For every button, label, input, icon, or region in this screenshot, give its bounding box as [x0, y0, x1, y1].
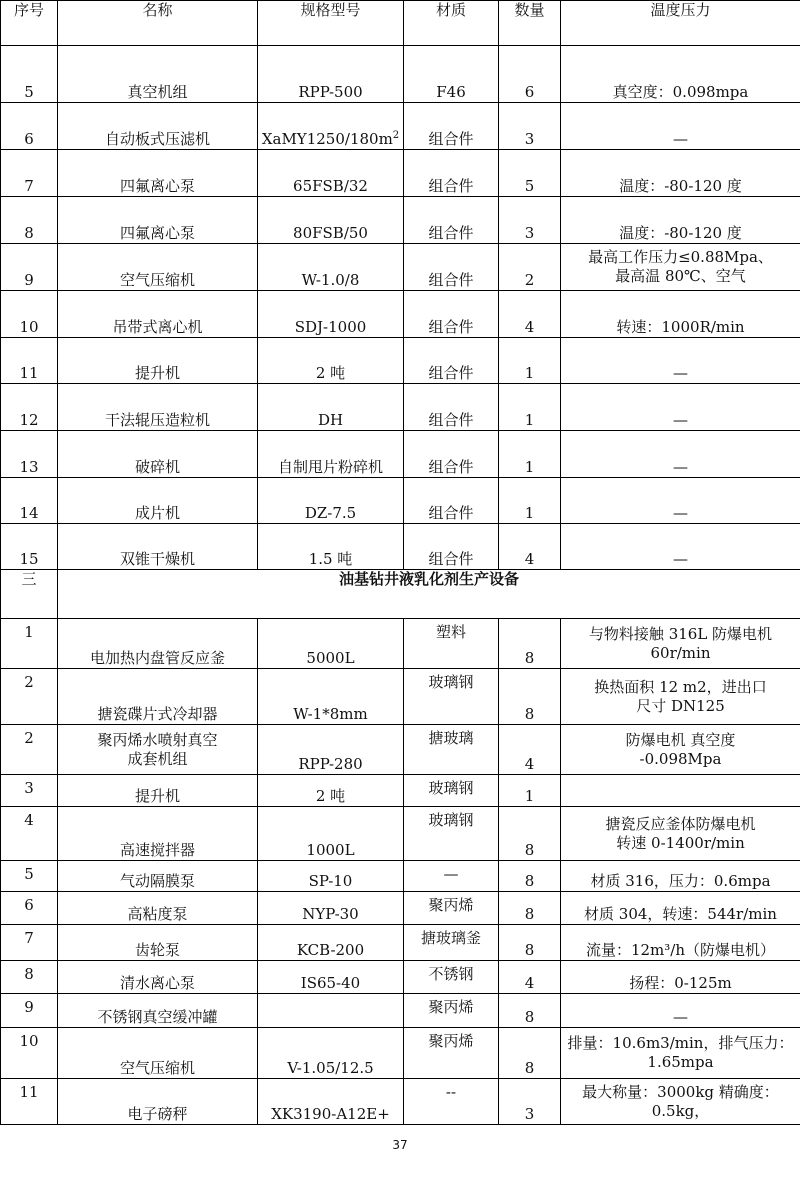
cell-qty: 1 [499, 775, 561, 807]
cell-name: 破碎机 [58, 431, 258, 478]
cell-seq: 1 [1, 619, 58, 669]
cell-seq: 9 [1, 244, 58, 291]
cell-spec: DZ-7.5 [258, 478, 404, 524]
cell-qty: 8 [499, 925, 561, 961]
cell-seq: 7 [1, 150, 58, 197]
cell-temp [561, 1079, 800, 1125]
cell-temp: 材质 304，转速：544r/min [561, 892, 800, 925]
page-number: 37 [392, 1138, 408, 1152]
cell-seq: 13 [1, 431, 58, 478]
cell-material: F46 [404, 46, 499, 103]
cell-material: 玻璃钢 [404, 775, 499, 807]
cell-material: 组合件 [404, 244, 499, 291]
cell-spec: SP-10 [258, 861, 404, 892]
cell-qty: 8 [499, 1028, 561, 1079]
temp-line-1: 与物料接触 316L 防爆电机 [588, 624, 773, 643]
cell-name: 吊带式离心机 [58, 291, 258, 338]
cell-name: 空气压缩机 [58, 1028, 258, 1079]
temp-line-2: 1.65mpa [647, 1053, 714, 1071]
cell-seq: 11 [1, 338, 58, 384]
cell-temp [561, 619, 800, 669]
cell-spec: 5000L [258, 619, 404, 669]
cell-temp: 温度：-80-120 度 [561, 197, 800, 244]
cell-material: 组合件 [404, 197, 499, 244]
cell-name: 提升机 [58, 338, 258, 384]
cell-material: 组合件 [404, 150, 499, 197]
cell-name [58, 725, 258, 775]
table-row [1, 291, 800, 338]
cell-qty: 4 [499, 725, 561, 775]
cell-qty: 4 [499, 291, 561, 338]
spec-text: XaMY1250/180m [261, 130, 393, 148]
table-row [1, 524, 800, 570]
cell-qty: 4 [499, 524, 561, 570]
cell-qty: 3 [499, 1079, 561, 1125]
cell-qty: 1 [499, 478, 561, 524]
cell-qty: 3 [499, 197, 561, 244]
cell-name: 电加热内盘管反应釜 [58, 619, 258, 669]
cell-name: 四氟离心泵 [58, 197, 258, 244]
cell-material: 聚丙烯 [404, 892, 499, 925]
cell-spec: W-1.0/8 [258, 244, 404, 291]
cell-seq: 10 [1, 291, 58, 338]
cell-temp: — [561, 994, 800, 1028]
header-row [1, 1, 800, 46]
cell-spec [258, 994, 404, 1028]
cell-material: 组合件 [404, 524, 499, 570]
cell-temp [561, 807, 800, 861]
cell-material: 聚丙烯 [404, 994, 499, 1028]
cell-seq: 15 [1, 524, 58, 570]
section-row [1, 570, 800, 619]
cell-qty: 8 [499, 892, 561, 925]
cell-seq: 6 [1, 892, 58, 925]
temp-line-2: 0.5kg， [651, 1101, 710, 1120]
table-row [1, 961, 800, 994]
cell-qty: 6 [499, 46, 561, 103]
cell-seq: 3 [1, 775, 58, 807]
cell-name: 成片机 [58, 478, 258, 524]
temp-line-2: 转速 0-1400r/min [616, 833, 745, 852]
cell-name: 双锥干燥机 [58, 524, 258, 570]
cell-material: 玻璃钢 [404, 669, 499, 725]
table-row [1, 150, 800, 197]
cell-spec: 80FSB/50 [258, 197, 404, 244]
cell-material: 搪玻璃釜 [404, 925, 499, 961]
cell-name: 电子磅秤 [58, 1079, 258, 1125]
temp-line-1: 最高工作压力≤0.88Mpa、 [588, 248, 773, 266]
cell-material: 组合件 [404, 103, 499, 150]
table-row [1, 725, 800, 775]
header-seq: 序号 [1, 1, 58, 46]
cell-material: 搪玻璃 [404, 725, 499, 775]
cell-qty: 2 [499, 244, 561, 291]
cell-name: 提升机 [58, 775, 258, 807]
cell-qty: 8 [499, 994, 561, 1028]
cell-name: 不锈钢真空缓冲罐 [58, 994, 258, 1028]
cell-seq: 5 [1, 861, 58, 892]
cell-material: 组合件 [404, 384, 499, 431]
cell-qty: 8 [499, 619, 561, 669]
cell-name: 真空机组 [58, 46, 258, 103]
cell-temp: 材质 316，压力：0.6mpa [561, 861, 800, 892]
table-row [1, 861, 800, 892]
cell-name: 干法辊压造粒机 [58, 384, 258, 431]
cell-qty: 5 [499, 150, 561, 197]
cell-temp [561, 669, 800, 725]
cell-material: — [404, 861, 499, 892]
cell-material: 组合件 [404, 478, 499, 524]
cell-qty: 1 [499, 338, 561, 384]
table-row [1, 244, 800, 291]
table-row [1, 925, 800, 961]
cell-temp: 转速：1000R/min [561, 291, 800, 338]
cell-qty: 3 [499, 103, 561, 150]
table-row [1, 338, 800, 384]
cell-seq: 4 [1, 807, 58, 861]
section-title: 油基钻井液乳化剂生产设备 [58, 570, 800, 619]
cell-temp [561, 775, 800, 807]
table-row [1, 807, 800, 861]
section-seq: 三 [1, 570, 58, 619]
table-row [1, 775, 800, 807]
cell-material: 玻璃钢 [404, 807, 499, 861]
table-row [1, 994, 800, 1028]
cell-temp: — [561, 524, 800, 570]
cell-qty: 8 [499, 669, 561, 725]
cell-name: 气动隔膜泵 [58, 861, 258, 892]
table-row [1, 197, 800, 244]
cell-temp [561, 725, 800, 775]
cell-spec: NYP-30 [258, 892, 404, 925]
temp-line-1: 排量：10.6m3/min，排气压力： [567, 1034, 794, 1052]
name-line-1: 聚丙烯水喷射真空 [97, 730, 218, 749]
cell-qty: 1 [499, 431, 561, 478]
temp-line-2: 尺寸 DN125 [636, 696, 725, 715]
table-row [1, 103, 800, 150]
cell-seq: 14 [1, 478, 58, 524]
header-temp: 温度压力 [561, 1, 800, 46]
temp-line-2: -0.098Mpa [639, 749, 722, 768]
cell-material: 组合件 [404, 431, 499, 478]
cell-spec: 自制甩片粉碎机 [258, 431, 404, 478]
table-row [1, 478, 800, 524]
cell-seq: 2 [1, 669, 58, 725]
cell-material: 组合件 [404, 291, 499, 338]
table-row [1, 892, 800, 925]
temp-line-2: 60r/min [650, 643, 711, 662]
table-row [1, 384, 800, 431]
cell-spec: 65FSB/32 [258, 150, 404, 197]
cell-spec: XK3190-A12E+ [258, 1079, 404, 1125]
cell-seq: 7 [1, 925, 58, 961]
cell-temp: — [561, 431, 800, 478]
cell-name: 搪瓷碟片式冷却器 [58, 669, 258, 725]
cell-spec: IS65-40 [258, 961, 404, 994]
header-name: 名称 [58, 1, 258, 46]
cell-qty: 8 [499, 807, 561, 861]
cell-seq: 8 [1, 961, 58, 994]
table-row [1, 1028, 800, 1079]
temp-line-1: 最大称量：3000kg 精确度： [582, 1082, 779, 1101]
table-row [1, 669, 800, 725]
cell-spec: 2 吨 [258, 338, 404, 384]
cell-spec [258, 103, 404, 150]
cell-spec: DH [258, 384, 404, 431]
name-line-2: 成套机组 [127, 749, 188, 768]
cell-spec: W-1*8mm [258, 669, 404, 725]
spec-superscript: 2 [392, 130, 400, 141]
cell-spec: 2 吨 [258, 775, 404, 807]
cell-name: 自动板式压滤机 [58, 103, 258, 150]
cell-material: -- [404, 1079, 499, 1125]
cell-material: 聚丙烯 [404, 1028, 499, 1079]
table-row [1, 46, 800, 103]
cell-name: 四氟离心泵 [58, 150, 258, 197]
header-material: 材质 [404, 1, 499, 46]
cell-seq: 8 [1, 197, 58, 244]
cell-temp: 温度：-80-120 度 [561, 150, 800, 197]
cell-temp [561, 1028, 800, 1079]
cell-name: 空气压缩机 [58, 244, 258, 291]
cell-spec: KCB-200 [258, 925, 404, 961]
table-row [1, 619, 800, 669]
cell-temp: — [561, 478, 800, 524]
cell-seq: 9 [1, 994, 58, 1028]
cell-seq: 6 [1, 103, 58, 150]
cell-material: 组合件 [404, 338, 499, 384]
cell-qty: 1 [499, 384, 561, 431]
cell-spec: 1000L [258, 807, 404, 861]
cell-temp: — [561, 384, 800, 431]
cell-spec: RPP-500 [258, 46, 404, 103]
cell-seq: 5 [1, 46, 58, 103]
cell-temp: 扬程：0-125m [561, 961, 800, 994]
temp-line-2: 最高温 80℃、空气 [615, 267, 746, 285]
cell-name: 齿轮泵 [58, 925, 258, 961]
cell-name: 清水离心泵 [58, 961, 258, 994]
cell-material: 塑料 [404, 619, 499, 669]
cell-spec: 1.5 吨 [258, 524, 404, 570]
cell-seq: 11 [1, 1079, 58, 1125]
cell-seq: 12 [1, 384, 58, 431]
cell-seq: 2 [1, 725, 58, 775]
cell-name: 高速搅拌器 [58, 807, 258, 861]
cell-temp [561, 244, 800, 291]
cell-spec: V-1.05/12.5 [258, 1028, 404, 1079]
temp-line-1: 防爆电机 真空度 [625, 730, 736, 749]
cell-spec: RPP-280 [258, 725, 404, 775]
cell-qty: 4 [499, 961, 561, 994]
cell-temp: 流量：12m³/h（防爆电机） [561, 925, 800, 961]
cell-material: 不锈钢 [404, 961, 499, 994]
temp-line-1: 搪瓷反应釜体防爆电机 [605, 814, 756, 833]
cell-qty: 8 [499, 861, 561, 892]
cell-seq: 10 [1, 1028, 58, 1079]
cell-temp: 真空度：0.098mpa [561, 46, 800, 103]
cell-name: 高粘度泵 [58, 892, 258, 925]
header-spec: 规格型号 [258, 1, 404, 46]
cell-temp: — [561, 103, 800, 150]
temp-line-1: 换热面积 12 m2，进出口 [594, 677, 767, 696]
cell-spec: SDJ-1000 [258, 291, 404, 338]
header-qty: 数量 [499, 1, 561, 46]
table-row [1, 1079, 800, 1125]
table-row [1, 431, 800, 478]
cell-temp: — [561, 338, 800, 384]
